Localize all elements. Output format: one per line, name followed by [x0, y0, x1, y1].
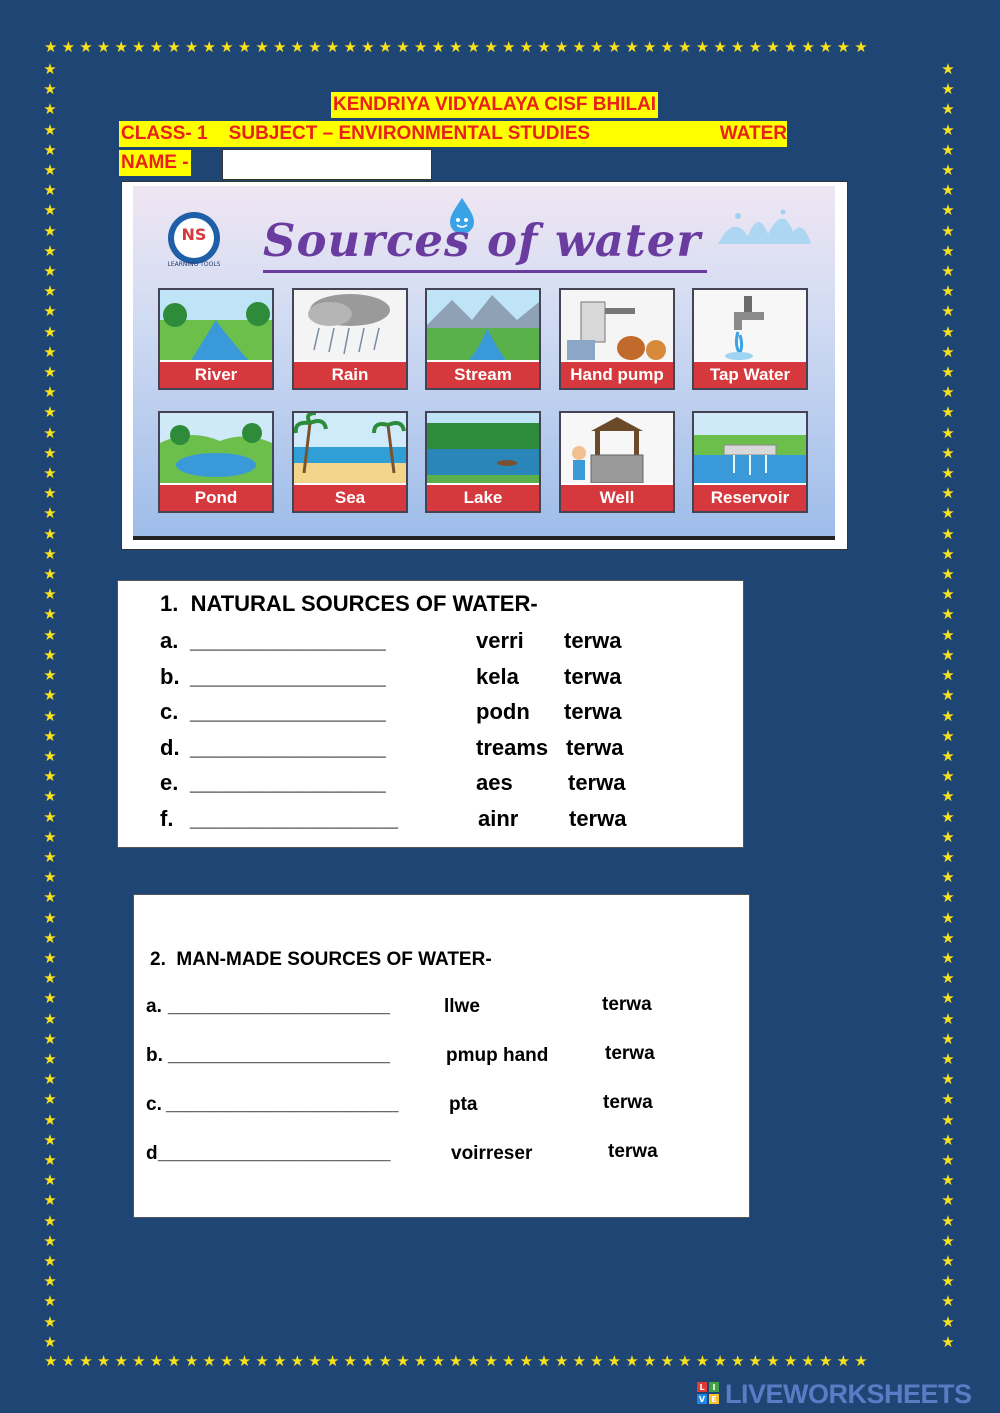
tile-label: Hand pump	[561, 360, 673, 388]
tile-label: Tap Water	[694, 360, 806, 388]
jumbled-word: treams	[476, 734, 549, 760]
hand-pump-icon	[561, 290, 673, 362]
manmade-sources-box	[133, 894, 750, 1218]
answer-blank[interactable]: ________________	[190, 663, 386, 689]
answer-blank[interactable]: ________________	[190, 699, 386, 724]
jumbled-word: llwe	[444, 996, 480, 1017]
answer-blank[interactable]: ______________________	[158, 1143, 391, 1164]
name-input[interactable]	[222, 149, 432, 180]
answer-letter: b.	[146, 1045, 163, 1066]
jumbled-word: pta	[449, 1094, 478, 1115]
stream-icon	[427, 290, 539, 362]
reservoir-icon	[694, 413, 806, 485]
tile-river	[158, 288, 274, 390]
answer-blank[interactable]: ______________________	[166, 1094, 399, 1115]
answer-letter: b.	[160, 663, 180, 689]
jumbled-word-water: terwa	[564, 628, 622, 653]
jumbled-word: kela	[476, 663, 519, 689]
tile-label: Well	[561, 483, 673, 511]
tile-tap-water	[692, 288, 808, 390]
answer-blank[interactable]: ________________	[190, 628, 386, 653]
tap-icon	[694, 290, 806, 362]
answer-blank[interactable]: ________________	[190, 734, 386, 760]
answer-letter: d	[146, 1143, 158, 1164]
sources-of-water-poster	[133, 186, 835, 540]
answer-blank[interactable]: _________________	[190, 805, 399, 831]
star-border-top: ★ ★ ★ ★ ★ ★ ★ ★ ★ ★ ★ ★ ★ ★ ★ ★ ★ ★ ★ ★ ★ ★ ★ ★ ★ ★ ★ ★ ★ ★ ★ ★ ★ ★ ★ ★ ★ ★ ★ ★ ★ ★ ★ ★ ★ ★ ★	[44, 39, 868, 56]
star-border-bottom: ★ ★ ★ ★ ★ ★ ★ ★ ★ ★ ★ ★ ★ ★ ★ ★ ★ ★ ★ ★ ★ ★ ★ ★ ★ ★ ★ ★ ★ ★ ★ ★ ★ ★ ★ ★ ★ ★ ★ ★ ★ ★ ★ ★ ★ ★ ★	[44, 1353, 868, 1370]
tile-label: Rain	[294, 360, 406, 388]
jumbled-word: ainr	[478, 805, 519, 831]
tile-label: Sea	[294, 483, 406, 511]
answer-letter: a.	[146, 996, 162, 1017]
logo-letter: I	[712, 1383, 716, 1392]
class-subject-line	[119, 121, 787, 147]
jumbled-word: aes	[476, 770, 513, 795]
class-subject: CLASS- 1 SUBJECT – ENVIRONMENTAL STUDIES	[121, 123, 591, 144]
tile-label: Lake	[427, 483, 539, 511]
logo-letter: L	[699, 1383, 705, 1392]
answer-letter: d.	[160, 734, 180, 760]
tile-label: Pond	[160, 483, 272, 511]
jumbled-word-water: terwa	[605, 1043, 655, 1064]
liveworksheets-logo-icon	[697, 1382, 719, 1404]
star-border-right: ★ ★ ★ ★ ★ ★ ★ ★ ★ ★ ★ ★ ★ ★ ★ ★ ★ ★ ★ ★ ★ ★ ★ ★ ★ ★ ★ ★ ★ ★ ★ ★ ★ ★ ★ ★ ★ ★ ★ ★ ★ ★ ★ ★ ★ ★ ★ ★ ★ ★ ★ ★ ★ ★ ★ ★ ★ ★ ★ ★ ★ ★ ★ ★	[941, 61, 955, 1351]
jumbled-word-water: terwa	[568, 770, 626, 795]
water-splash-icon	[713, 204, 813, 254]
natural-heading: 1. NATURAL SOURCES OF WATER-	[160, 591, 538, 616]
tile-lake	[425, 411, 541, 513]
manmade-heading: 2. MAN-MADE SOURCES OF WATER-	[150, 949, 492, 970]
answer-letter: e.	[160, 770, 179, 795]
jumbled-word-water: terwa	[608, 1141, 658, 1162]
answer-letter: a.	[160, 628, 179, 653]
rain-icon	[294, 290, 406, 362]
well-icon	[561, 413, 673, 485]
poster-title-underline	[263, 270, 707, 273]
answer-letter: f.	[160, 805, 174, 831]
tile-label: Stream	[427, 360, 539, 388]
logo-letter: E	[711, 1395, 717, 1404]
name-label: NAME -	[119, 150, 191, 176]
tile-well	[559, 411, 675, 513]
answer-letter: c.	[146, 1094, 162, 1115]
star-border-left: ★ ★ ★ ★ ★ ★ ★ ★ ★ ★ ★ ★ ★ ★ ★ ★ ★ ★ ★ ★ ★ ★ ★ ★ ★ ★ ★ ★ ★ ★ ★ ★ ★ ★ ★ ★ ★ ★ ★ ★ ★ ★ ★ ★ ★ ★ ★ ★ ★ ★ ★ ★ ★ ★ ★ ★ ★ ★ ★ ★ ★ ★ ★ ★	[43, 61, 57, 1351]
tile-label: Reservoir	[694, 483, 806, 511]
answer-blank[interactable]: _____________________	[168, 996, 390, 1017]
pond-icon	[160, 413, 272, 485]
jumbled-word-water: terwa	[564, 663, 622, 689]
jumbled-word-water: terwa	[603, 1092, 653, 1113]
logo-text: NS	[181, 225, 207, 244]
tile-pond	[158, 411, 274, 513]
jumbled-word: verri	[476, 628, 524, 653]
answer-blank[interactable]: ________________	[190, 770, 386, 795]
poster-title: Sources of water	[263, 214, 702, 267]
answer-blank[interactable]: _____________________	[168, 1045, 390, 1066]
tile-stream	[425, 288, 541, 390]
ns-logo-icon	[164, 210, 224, 268]
tile-rain	[292, 288, 408, 390]
logo-sub: LEARNING TOOLS	[167, 261, 221, 268]
tile-label: River	[160, 360, 272, 388]
tile-reservoir	[692, 411, 808, 513]
lake-icon	[427, 413, 539, 485]
jumbled-word: pmup hand	[446, 1045, 549, 1066]
tile-sea	[292, 411, 408, 513]
logo-letter: V	[698, 1395, 706, 1404]
jumbled-word-water: terwa	[602, 994, 652, 1015]
answer-letter: c.	[160, 699, 179, 724]
topic-label: WATER	[719, 123, 787, 144]
sea-icon	[294, 413, 406, 485]
river-icon	[160, 290, 272, 362]
natural-sources-box	[117, 580, 744, 848]
jumbled-word-water: terwa	[564, 699, 622, 724]
watermark-text: LIVEWORKSHEETS	[725, 1379, 972, 1409]
jumbled-word: voirreser	[451, 1143, 533, 1164]
tile-hand-pump	[559, 288, 675, 390]
jumbled-word-water: terwa	[569, 805, 627, 831]
jumbled-word: podn	[476, 699, 530, 724]
jumbled-word-water: terwa	[566, 734, 624, 760]
school-name: KENDRIYA VIDYALAYA CISF BHILAI	[331, 92, 658, 118]
